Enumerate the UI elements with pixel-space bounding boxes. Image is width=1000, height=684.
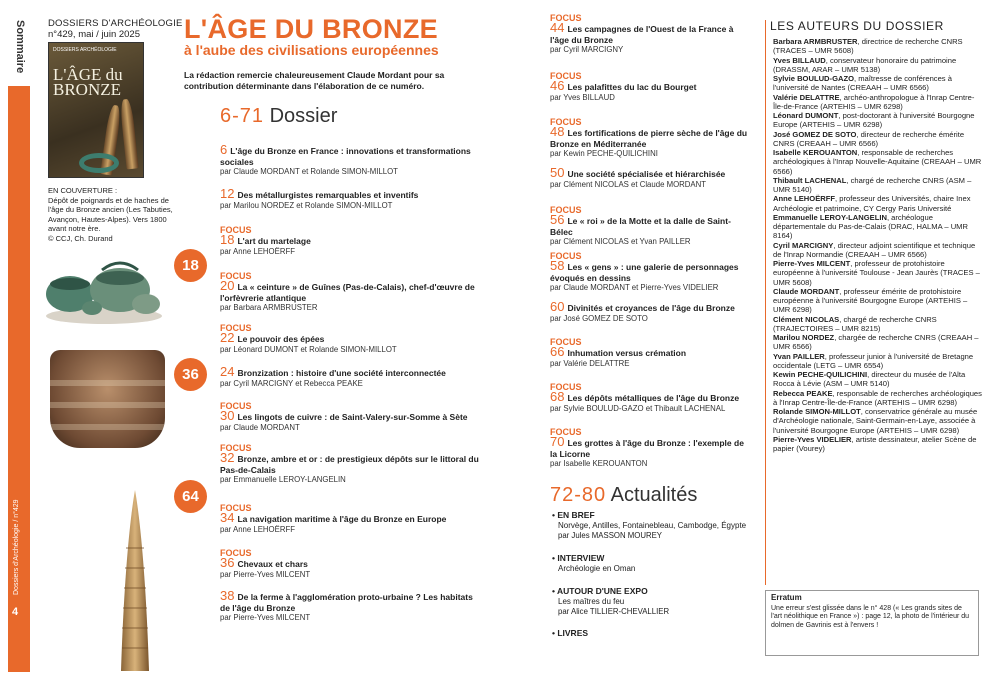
author-description: , post-doctorant à l'université Bourgogne Europe (ARTEHIS – UMR 6298) <box>773 111 975 130</box>
focus-label: FOCUS <box>550 71 582 81</box>
cover-image <box>48 42 144 178</box>
focus-label: FOCUS <box>550 251 582 261</box>
author-name: José GOMEZ DE SOTO <box>773 129 857 139</box>
erratum-body: Une erreur s'est glissée dans le n° 428 (« Les grands sites de l'art néolithique en France ») : page 12, la photo de l'intérieur du dolmen de Gavrinis est à l'envers ! <box>771 604 970 629</box>
focus-label: FOCUS <box>550 337 582 347</box>
toc-page-number: 20 <box>220 278 235 293</box>
author-entry <box>773 213 983 241</box>
toc-entry-title: Une société spécialisée et hiérarchisée <box>567 169 726 179</box>
author-description: , professeur junior à l'université de Bretagne occidentale (LETG – UMR 6554) <box>773 351 974 370</box>
toc-page-number: 22 <box>220 330 235 345</box>
toc-entry-author: par Isabelle KEROUANTON <box>550 459 648 468</box>
toc-entry-title: Les palafittes du lac du Bourget <box>567 82 697 92</box>
toc-entry-author: par Yves BILLAUD <box>550 92 615 102</box>
author-name: Pierre-Yves MILCENT <box>773 259 851 268</box>
erratum-head: Erratum <box>771 593 802 602</box>
cover-big-title: L'ÂGE du BRONZE <box>53 65 123 99</box>
toc-entry-title: Bronzization : histoire d'une société interconnectée <box>237 368 446 378</box>
actualites-item-sub: Norvège, Antilles, Fontainebleau, Cambodge, Égypte <box>558 520 747 530</box>
author-description: , artiste dessinateur, atelier Scène de papier (Vourey) <box>773 434 977 453</box>
toc-entry-author: par José GOMEZ DE SOTO <box>550 313 648 323</box>
author-name: Rolande SIMON-MILLOT <box>773 407 861 416</box>
author-entry <box>773 315 983 334</box>
page-badge-36: 36 <box>174 358 207 391</box>
author-name: Kewin PECHE-QUILICHINI <box>773 370 868 379</box>
cover-caption-body: Dépôt de poignards et de haches de l'âge du Bronze ancien (Les Tabuties, Avançon, Hautes-Alpes). Vers 1800 avant notre ère. <box>48 195 173 233</box>
author-entry <box>773 407 983 435</box>
toc-entry-title: Les « gens » : une galerie de personnages évoqués en dessins <box>550 262 739 283</box>
author-name: Pierre-Yves VIDELIER <box>773 434 852 444</box>
toc-entry[interactable] <box>550 252 750 293</box>
thanks-note: La rédaction remercie chaleureusement Claude Mordant pour sa contribution déterminante dans l'élaboration de ce numéro. <box>184 70 445 91</box>
authors-divider <box>765 20 766 585</box>
toc-entry[interactable] <box>550 299 750 324</box>
author-name: Anne LEHOËRFF <box>773 194 836 204</box>
magazine-header <box>48 18 183 40</box>
page-badge-64: 64 <box>174 480 207 513</box>
author-name: Clément NICOLAS <box>773 314 840 324</box>
author-name: Marilou NORDEZ <box>773 333 835 342</box>
author-description: , professeur émérite de protohistoire européenne à l'université Bourgogne Europe (ARTEHIS – UMR 6298) <box>773 286 968 315</box>
toc-entry-title: Le pouvoir des épées <box>237 334 325 344</box>
actualites-label: Actualités <box>610 484 698 506</box>
author-description: , chargée de recherche CNRS (CREAAH – UMR 6566) <box>773 333 979 352</box>
cover-credit: © CCJ, Ch. Durand <box>48 233 113 243</box>
toc-entry-author: par Clément NICOLAS et Claude MORDANT <box>550 179 706 189</box>
cover-mini-title: DOSSIERS ARCHÉOLOGIE <box>53 47 117 53</box>
author-description: , responsable de recherches archéologiques à l'Inrap Centre-Île-de-France (ARTEHIS – UMR 6298) <box>773 388 982 407</box>
focus-label: FOCUS <box>220 401 252 411</box>
dossier-label: Dossier <box>269 105 338 127</box>
author-entry <box>773 176 983 195</box>
toc-entry-title: Les fortifications de pierre sèche de l'âge du Bronze en Méditerranée <box>550 128 748 149</box>
author-name: Cyril MARCIGNY <box>773 240 834 250</box>
author-entry <box>773 74 983 93</box>
author-name: Claude MORDANT <box>773 286 840 296</box>
toc-entry[interactable] <box>220 402 480 433</box>
author-name: Rebecca PEAKE <box>773 388 833 398</box>
toc-entry-author: par Pierre-Yves MILCENT <box>220 569 311 579</box>
toc-entry-author: par Anne LEHOËRFF <box>220 524 295 534</box>
toc-entry-author: par Pierre-Yves MILCENT <box>220 613 311 622</box>
focus-label: FOCUS <box>550 205 582 215</box>
toc-entry-title: Inhumation versus crémation <box>567 348 687 358</box>
toc-entry[interactable] <box>220 364 480 389</box>
actualites-item-by: par Alice TILLIER-CHEVALLIER <box>558 607 670 616</box>
author-description: , professeur de protohistoire européenne à l'université Toulouse - Jean Jaurès (TRACES – UMR 5608) <box>773 259 980 287</box>
section-label <box>2 20 32 80</box>
toc-page-number: 58 <box>550 258 565 273</box>
dagger-shape <box>119 99 138 170</box>
author-description: , maîtresse de conférences à l'université de Nantes (CREAAH – UMR 6566) <box>773 74 952 93</box>
toc-page-number: 34 <box>220 510 235 525</box>
toc-entry-title: Divinités et croyances de l'âge du Bronze <box>567 303 735 313</box>
author-name: Yvan PAILLER <box>773 351 825 361</box>
actualites-item-sub: Archéologie en Oman <box>558 563 636 573</box>
author-name: Isabelle KEROUANTON <box>773 148 858 157</box>
actualites-item-head: • EN BREF <box>552 510 595 520</box>
actualites-item-by: par Jules MASSON MOUREY <box>558 531 662 540</box>
toc-entry-author: par Valérie DELATTRE <box>550 358 630 368</box>
issue-info: n°429, mai / juin 2025 <box>48 29 140 40</box>
toc-entry-title: Les lingots de cuivre : de Saint-Valery-sur-Somme à Sète <box>237 412 468 422</box>
toc-entry[interactable] <box>550 428 750 469</box>
actualites-item-head: • INTERVIEW <box>552 553 605 563</box>
toc-entry-author: par Sylvie BOULUD-GAZO et Thibault LACHENAL <box>550 403 726 413</box>
author-name: Yves BILLAUD <box>773 55 826 65</box>
focus-label: FOCUS <box>220 503 252 513</box>
toc-entry-title: L'âge du Bronze en France : innovations et transformations sociales <box>220 146 471 167</box>
author-entry <box>773 111 983 130</box>
toc-entry-author: par Léonard DUMONT et Rolande SIMON-MILLOT <box>220 344 397 354</box>
bronze-vessels-image <box>42 250 166 326</box>
author-name: Barbara ARMBRUSTER <box>773 37 858 46</box>
toc-entry-author: par Clément NICOLAS et Yvan PAILLER <box>550 237 691 246</box>
actualites-range: 72-80 <box>550 484 607 506</box>
toc-entry[interactable] <box>220 504 480 535</box>
author-entry <box>773 148 983 176</box>
authors-title: LES AUTEURS DU DOSSIER <box>770 19 944 33</box>
author-entry <box>773 352 983 371</box>
actualites-heading <box>550 484 697 507</box>
toc-entry[interactable] <box>550 383 750 414</box>
toc-page-number: 46 <box>550 78 565 93</box>
toc-page-number: 38 <box>220 588 235 603</box>
toc-entry[interactable] <box>220 272 480 313</box>
toc-page-number: 70 <box>550 434 565 449</box>
toc-page-number: 24 <box>220 364 235 379</box>
toc-entry-title: Bronze, ambre et or : de prestigieux dépôts sur le littoral du Pas-de-Calais <box>220 454 479 475</box>
dossier-range: 6-71 <box>220 105 265 127</box>
decorated-vase-image <box>50 350 165 448</box>
toc-page-number: 18 <box>220 232 235 247</box>
actualites-item-sub: Les maîtres du feu <box>558 596 625 606</box>
focus-label: FOCUS <box>550 117 582 127</box>
focus-label: FOCUS <box>220 323 252 333</box>
page-subtitle: à l'aube des civilisations européennes <box>184 42 439 58</box>
toc-entry-title: La « ceinture » de Guînes (Pas-de-Calais), chef-d'œuvre de l'orfèvrerie atlantique <box>220 282 475 303</box>
toc-entry[interactable] <box>220 324 480 355</box>
toc-page-number: 50 <box>550 165 565 180</box>
toc-entry-title: Le « roi » de la Motte et la dalle de Saint-Bélec <box>550 216 731 237</box>
toc-page-number: 6 <box>220 142 228 157</box>
author-description: , chargé de recherche CNRS (ASM – UMR 5140) <box>773 175 972 194</box>
toc-entry-title: De la ferme à l'agglomération proto-urbaine ? Les habitats de l'âge du Bronze <box>220 592 473 613</box>
toc-entry[interactable] <box>220 588 480 623</box>
actualites-item[interactable] <box>552 586 669 618</box>
author-name: Sylvie BOULUD-GAZO <box>773 74 855 83</box>
author-entry <box>773 259 983 287</box>
focus-label: FOCUS <box>550 427 582 437</box>
author-description: , archéo-anthropologue à l'Inrap Centre-Île-de-France (ARTEHIS – UMR 6298) <box>773 92 975 111</box>
toc-entry[interactable] <box>550 165 750 190</box>
author-entry <box>773 37 983 56</box>
toc-entry[interactable] <box>550 118 750 159</box>
toc-page-number: 60 <box>550 299 565 314</box>
toc-entry-title: Les dépôts métalliques de l'âge du Bronze <box>567 393 740 403</box>
toc-page-number: 36 <box>220 555 235 570</box>
cover-caption-head: EN COUVERTURE : <box>48 186 118 195</box>
toc-entry-title: La navigation maritime à l'âge du Bronze en Europe <box>237 514 447 524</box>
toc-entry-author: par Marilou NORDEZ et Rolande SIMON-MILLOT <box>220 200 393 210</box>
author-entry <box>773 130 983 149</box>
toc-entry[interactable] <box>220 142 500 177</box>
toc-page-number: 56 <box>550 212 565 227</box>
actualites-item[interactable] <box>552 628 588 639</box>
author-entry <box>773 93 983 112</box>
toc-entry-author: par Claude MORDANT et Pierre-Yves VIDELIER <box>550 283 719 292</box>
author-name: Valérie DELATTRE <box>773 92 840 102</box>
author-name: Thibault LACHENAL <box>773 175 847 185</box>
toc-page-number: 30 <box>220 408 235 423</box>
toc-entry-author: par Anne LEHOËRFF <box>220 246 295 256</box>
author-description: , conservateur honoraire du patrimoine (DRASSM, ARAR – UMR 5138) <box>773 55 957 74</box>
author-entry <box>773 333 983 352</box>
author-entry <box>773 435 983 454</box>
focus-label: FOCUS <box>220 225 252 235</box>
toc-entry-title: L'art du martelage <box>237 236 311 246</box>
author-entry <box>773 370 983 389</box>
toc-entry-author: par Cyril MARCIGNY <box>550 45 624 54</box>
toc-entry[interactable] <box>550 72 750 103</box>
toc-entry-author: par Cyril MARCIGNY et Rebecca PEAKE <box>220 378 363 388</box>
erratum-box <box>765 590 979 656</box>
vertical-issue-text: Dossiers d'Archéologie / n°429 <box>13 499 20 595</box>
toc-page-number: 48 <box>550 124 565 139</box>
toc-entry[interactable] <box>220 549 480 580</box>
toc-entry-author: par Emmanuelle LEROY-LANGELIN <box>220 475 346 484</box>
focus-label: FOCUS <box>220 548 252 558</box>
toc-entry[interactable] <box>550 206 750 247</box>
page-number: 4 <box>12 606 19 618</box>
toc-entry[interactable] <box>550 338 750 369</box>
page-title: L'ÂGE DU BRONZE <box>184 14 438 44</box>
cover-caption <box>48 186 174 243</box>
toc-entry-title: Les grottes à l'âge du Bronze : l'exemple de la Licorne <box>550 438 744 459</box>
toc-page-number: 12 <box>220 186 235 201</box>
focus-label: FOCUS <box>550 382 582 392</box>
toc-entry-author: par Claude MORDANT <box>220 422 300 432</box>
actualites-item[interactable] <box>552 510 746 542</box>
author-name: Léonard DUMONT <box>773 111 839 120</box>
author-entry <box>773 56 983 75</box>
author-description: , chargé de recherche CNRS (TRAJECTOIRES – UMR 8215) <box>773 314 937 333</box>
magazine-name: DOSSIERS D'ARCHÉOLOGIE <box>48 18 183 29</box>
toc-page-number: 32 <box>220 450 235 465</box>
author-entry <box>773 389 983 408</box>
author-description: , directeur adjoint scientifique et technique de l'Inrap Normandie (CREAAH – UMR 6566) <box>773 240 976 259</box>
toc-page-number: 44 <box>550 20 565 35</box>
focus-label: FOCUS <box>220 271 252 281</box>
authors-list <box>773 37 983 453</box>
author-description: , directrice de recherche CNRS (TRACES – UMR 5608) <box>773 37 963 56</box>
author-description: , conservatrice générale au musée d'Archéologie nationale, Saint-Germain-en-Laye, associée à l'université Bourgogne Europe (ARTEHIS – UMR 6298) <box>773 407 978 435</box>
author-description: , directeur de recherche émérite CNRS (CREAAH – UMR 6566) <box>773 129 965 148</box>
ring-shape <box>79 153 119 173</box>
toc-page-number: 68 <box>550 389 565 404</box>
toc-entry-title: Des métallurgistes remarquables et inventifs <box>237 190 419 200</box>
focus-label: FOCUS <box>220 443 252 453</box>
author-entry <box>773 241 983 260</box>
toc-entry[interactable] <box>220 226 470 257</box>
toc-entry[interactable] <box>220 444 480 485</box>
dossier-heading <box>220 105 337 128</box>
author-name: Emmanuelle LEROY-LANGELIN <box>773 212 887 222</box>
toc-entry-author: par Barbara ARMBRUSTER <box>220 303 318 312</box>
author-description: , directeur du musée de l'Alta Rocca à Lévie (ASM – UMR 5140) <box>773 370 966 389</box>
author-description: , responsable de recherches archéologiques à l'Inrap Nouvelle-Aquitaine (CREAAH – UMR 6566) <box>773 148 982 176</box>
actualites-item-head: • AUTOUR D'UNE EXPO <box>552 586 648 596</box>
toc-page-number: 66 <box>550 344 565 359</box>
golden-cone-image <box>118 488 152 673</box>
page-badge-18: 18 <box>174 249 207 282</box>
section-label-text: Sommaire <box>14 20 26 74</box>
author-entry <box>773 194 983 213</box>
toc-entry-title: Chevaux et chars <box>237 559 308 569</box>
toc-entry-author: par Claude MORDANT et Rolande SIMON-MILLOT <box>220 167 398 176</box>
actualites-item-head: • LIVRES <box>552 628 589 638</box>
vertical-issue-label <box>10 480 28 600</box>
focus-label: FOCUS <box>550 13 582 23</box>
toc-entry-author: par Kewin PECHE-QUILICHINI <box>550 149 658 158</box>
toc-entry[interactable] <box>220 186 470 211</box>
toc-entry-title: Les campagnes de l'Ouest de la France à l'âge du Bronze <box>550 24 734 45</box>
author-description: , professeur des Universités, chaire Inex Archéologie et patrimoine, CY Cergy Paris Université <box>773 194 971 213</box>
author-description: , archéologue départementale du Pas-de-Calais (DRAC, HALMA – UMR 8164) <box>773 212 968 241</box>
actualites-item[interactable] <box>552 553 635 574</box>
toc-entry[interactable] <box>550 14 750 55</box>
author-entry <box>773 287 983 315</box>
